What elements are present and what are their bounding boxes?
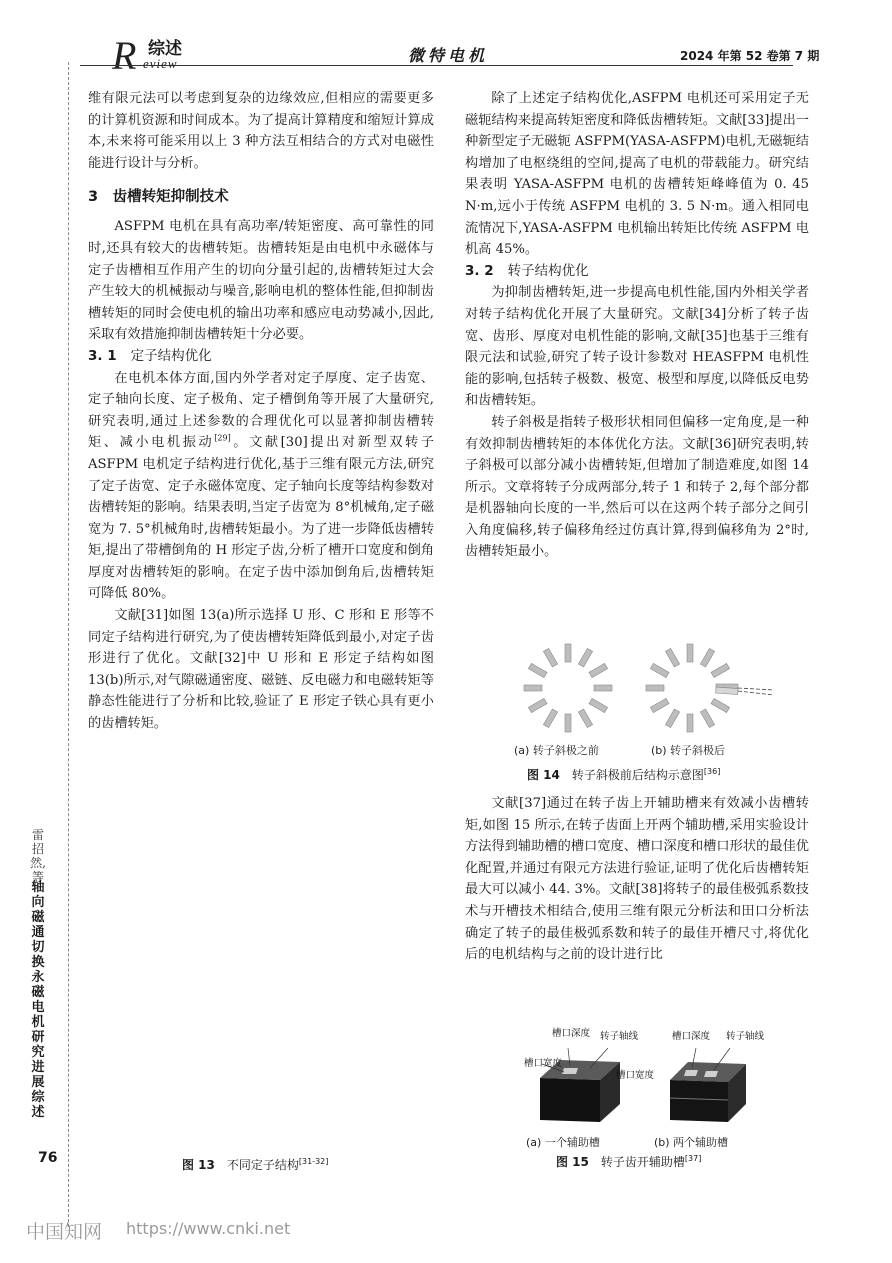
figure-15-subcaption-b: (b) 两个辅助槽 xyxy=(654,1136,729,1149)
subsection-number: 3. 2 xyxy=(465,262,494,279)
cnki-url[interactable]: https://www.cnki.net xyxy=(126,1219,291,1238)
running-title: 轴向磁通切换永磁电机研究进展综述 xyxy=(31,880,45,1120)
citation[interactable]: [31-32] xyxy=(298,1157,329,1166)
figure-14-subcaption-b: (b) 转子斜极后 xyxy=(651,744,726,757)
rotor-after-skew xyxy=(646,644,774,732)
label-rotor-axis-b: 转子轴线 xyxy=(726,1031,765,1042)
journal-name: 微特电机 xyxy=(408,46,489,65)
label-slot-width-b: 槽口宽度 xyxy=(616,1070,655,1081)
subsection-heading xyxy=(88,346,434,368)
paragraph: 文献[37]通过在转子齿上开辅助槽来有效减小齿槽转矩,如图 15 所示,在转子齿面上开两个辅助槽,采用实验设计方法得到辅助槽的槽口宽度、槽口深度和槽口形状的最佳优化配置,并通过有限元方法进行验证,证明了优化后齿槽转矩最大可以减小 44. 3%。文献[38]将转子的最佳极弧系数技术与开槽技术相结合,使用三维有限元分析法和田口分析法确定了转子的最佳极弧系数和转子的最佳开槽尺寸,将优化后的电机结构与之前的设计进行比 xyxy=(465,796,809,963)
margin-dotted-line xyxy=(68,62,69,1227)
section-label: 综述 xyxy=(148,39,182,59)
citation[interactable]: [29] xyxy=(214,433,231,443)
header-rule xyxy=(80,65,793,66)
right-column xyxy=(465,88,809,563)
figure-14-subcaption-a: (a) 转子斜极之前 xyxy=(514,744,599,757)
label-slot-depth-b: 槽口深度 xyxy=(672,1031,711,1042)
figure-14-image xyxy=(500,640,790,740)
subsection-heading xyxy=(465,261,809,283)
label-slot-depth-a: 槽口深度 xyxy=(552,1028,591,1039)
paragraph: 在电机本体方面,国内外学者对定子厚度、定子齿宽、定子轴向长度、定子极角、定子槽倒角等开展了大量研究,研究表明,通过上述参数的合理优化可以显著抑制齿槽转矩、减小电机振动[29]。文献[30]提出对新型双转子 ASFPM 电机定子结构进行优化,基于三维有限元方法,研究了定子齿宽、定子永磁体宽度、定子轴向长度等结构参数对齿槽转矩的影响。结果表明,当定子齿宽为 8°机械角,定子磁宽为 7. 5°机械角时,齿槽转矩最小。为了进一步降低齿槽转矩,提出了带槽倒角的 H 形定子齿,分析了槽开口宽度和倒角厚度对齿槽转矩的影响。在定子齿中添加倒角后,齿槽转矩可降低 80%。 xyxy=(88,370,434,602)
subsection-title: 转子结构优化 xyxy=(507,262,589,279)
citation[interactable]: [37] xyxy=(684,1154,702,1163)
figure-15-image xyxy=(520,1040,790,1130)
paragraph: 文献[31]如图 13(a)所示选择 U 形、C 形和 E 形等不同定子结构进行研究,为了使齿槽转矩降低到最小,对定子齿形进行了优化。文献[32]中 U 形和 E 形定子结构如图 13(b)所示,对气隙磁通密度、磁链、反电磁力和电磁转矩等静态性能进行了分析和比较,验证了 E 形定子铁心具有更小的齿槽转矩。 xyxy=(88,608,434,732)
issue-info: 2024 年第 52 卷第 7 期 xyxy=(680,49,820,63)
figure-13-caption: 图 13 不同定子结构[31-32] xyxy=(182,1157,329,1172)
journal-logo-letter: R xyxy=(112,33,137,78)
paragraph: 转子斜极是指转子极形状相同但偏移一定角度,是一种有效抑制齿槽转矩的本体优化方法。文献[36]研究表明,转子斜极可以部分减小齿槽转矩,但增加了制造难度,如图 14 所示。文章将转子分成两部分,转子 1 和转子 2,每个部分都是机器轴向长度的一半,然后可以在这两个转子部分之间引入角度偏移,转子偏移角经过仿真计算,得到偏移角为 2°时,齿槽转矩最小。 xyxy=(465,414,809,560)
figure-14-caption: 图 14 转子斜极前后结构示意图[36] xyxy=(527,767,721,782)
section-heading: 3 齿槽转矩抑制技术 xyxy=(88,189,229,206)
paragraph: 为抑制齿槽转矩,进一步提高电机性能,国内外相关学者对转子结构优化开展了大量研究。文献[34]分析了转子齿宽、齿形、厚度对电机性能的影响,文献[35]也基于三维有限元法和试验,研究了转子设计参数对 HEASFPM 电机性能的影响,包括转子极数、极宽、极型和厚度,以降低反电势和齿槽转矩。 xyxy=(465,285,809,409)
rotor-before-skew xyxy=(524,644,612,732)
running-author: 雷招然,等 xyxy=(30,828,46,884)
paragraph: ASFPM 电机在具有高功率/转矩密度、高可靠性的同时,还具有较大的齿槽转矩。齿槽转矩是由电机中永磁体与定子齿槽相互作用产生的切向分量引起的,齿槽转矩过大会产生较大的机械振动与噪音,影响电机的整体性能,但抑制齿槽转矩的同时会使电机的输出功率和感应电动势减小,因此,采取有效措施抑制齿槽转矩十分必要。 xyxy=(88,219,434,343)
citation[interactable]: [36] xyxy=(703,767,721,776)
page-number: 76 xyxy=(38,1150,58,1166)
label-rotor-axis-a: 转子轴线 xyxy=(600,1031,639,1042)
label-slot-width-a: 槽口宽度 xyxy=(524,1058,563,1069)
left-column xyxy=(88,88,434,735)
cnki-watermark: 中国知网 xyxy=(26,1221,103,1243)
paragraph: 除了上述定子结构优化,ASFPM 电机还可采用定子无磁轭结构来提高转矩密度和降低齿槽转矩。文献[33]提出一种新型定子无磁轭 ASFPM(YASA-ASFPM)电机,无磁轭结构增加了电枢绕组的空间,提高了电机的带载能力。研究结果表明 YASA-ASFPM 电机的齿槽转矩峰峰值为 0. 45 N·m,远小于传统 ASFPM 电机的 3. 5 N·m。通入相同电流情况下,YASA-ASFPM 电机输出转矩比传统 ASFPM 电机高 45%。 xyxy=(465,91,809,258)
figure-15-subcaption-a: (a) 一个辅助槽 xyxy=(526,1136,600,1149)
subsection-title: 定子结构优化 xyxy=(130,347,212,364)
rotor-tooth-one-slot xyxy=(540,1060,620,1122)
subsection-number: 3. 1 xyxy=(88,347,117,364)
right-column-lower xyxy=(465,793,809,966)
figure-15-caption: 图 15 转子齿开辅助槽[37] xyxy=(556,1154,702,1169)
paragraph: 维有限元法可以考虑到复杂的边缘效应,但相应的需要更多的计算机资源和时间成本。为了提高计算精度和缩短计算成本,未来将可能采用以上 3 种方法互相结合的方式对电磁性能进行设计与分析。 xyxy=(88,91,434,171)
rotor-tooth-two-slots xyxy=(670,1062,746,1122)
section-label-en: eview xyxy=(143,56,178,71)
